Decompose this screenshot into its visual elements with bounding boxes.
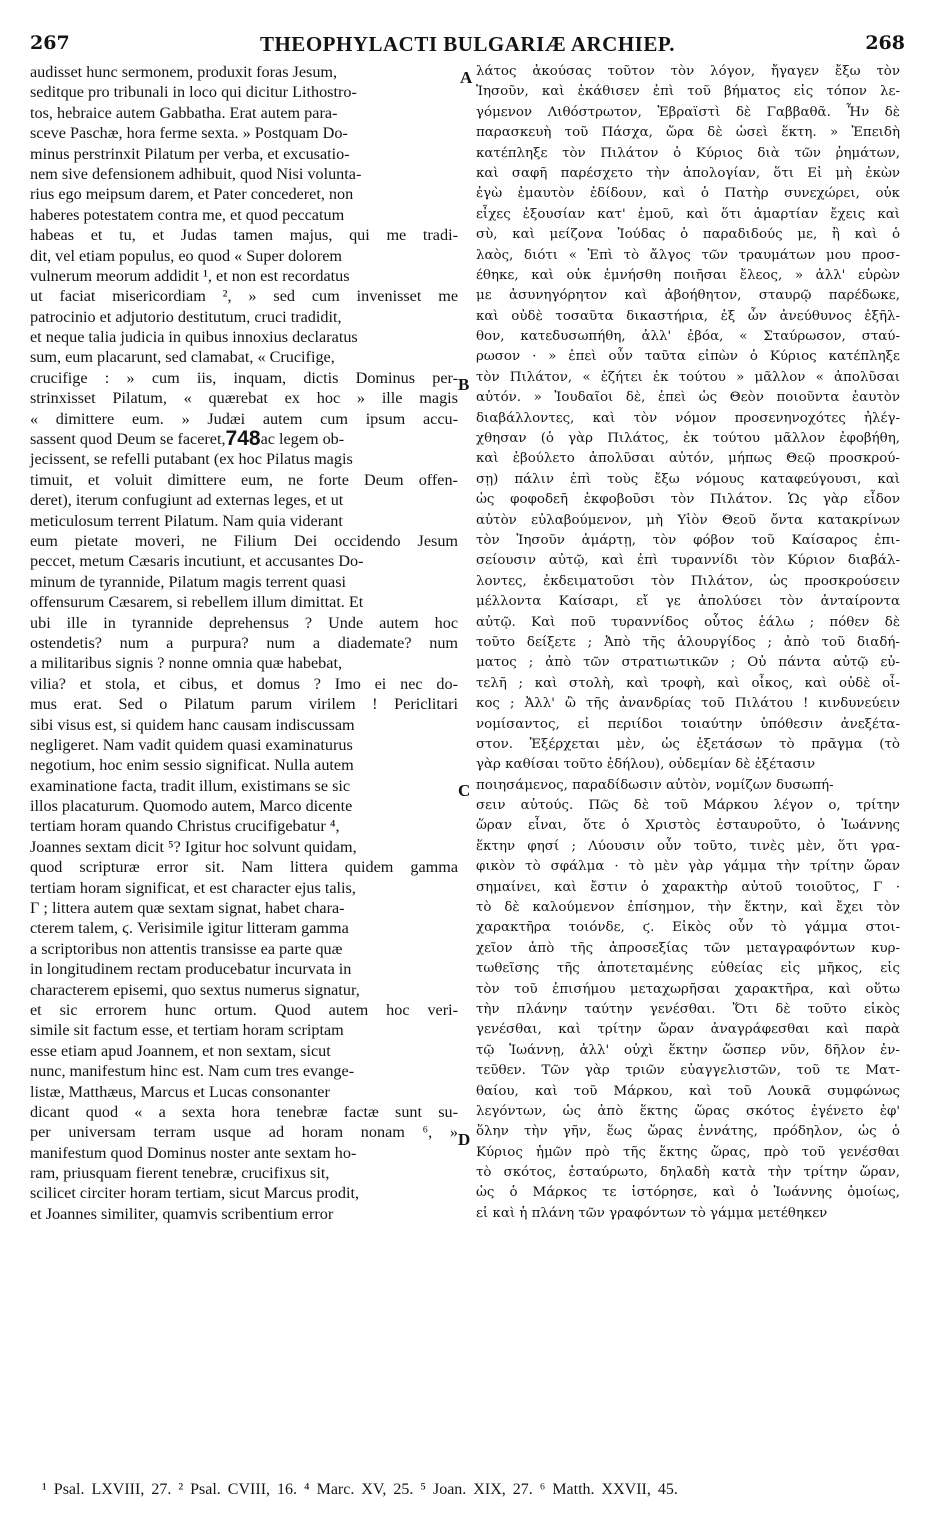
greek-line: [476, 1122, 900, 1142]
latin-line-text: simile sit factum esse, et tertiam horam scriptam: [30, 1021, 344, 1040]
greek-line: [476, 980, 900, 1000]
latin-line: [30, 939, 458, 959]
greek-line-text: τὸν Ἰησοῦν ἁμάρτῃ, τὸν φόβον τοῦ Καίσαρος ἐπι-: [476, 532, 901, 548]
greek-line-text: ὥραν εἶναι, ὅτε ὁ Χριστὸς ἐσταυροῦτο, ὁ Ἰωάννης: [476, 818, 901, 834]
footnotes: ¹ Psal. LXVIII, 27. ² Psal. CVIII, 16. ⁴ Marc. XV, 25. ⁵ Joan. XIX, 27. ⁶ Matth. XXVII, 45.: [42, 1481, 678, 1498]
latin-line-text: nem sive defensionem adhibuit, quod Nisi volunta-: [30, 164, 362, 183]
greek-line: [476, 205, 900, 225]
latin-line: [30, 653, 458, 673]
greek-line-text: τοῦτο δείξετε ; Ἀπὸ τῆς ἁλουργίδος ; ἀπὸ τοῦ διαδή-: [476, 634, 900, 650]
greek-line-text: λοντες, ἐκδειματοῦσι τὸν Πιλάτον, ὡς προσκρούσειν: [476, 573, 901, 589]
greek-line: [476, 1204, 900, 1224]
greek-line: [476, 184, 900, 204]
greek-line-text: ὡς ὁ Μάρκος τε ἱστόρησε, καὶ ὁ Ἰωάννης ὁμοίως,: [476, 1185, 900, 1201]
greek-line-text: ρωσον · » ἐπεὶ οὖν ταῦτα εἰπὼν ὁ Κύριος κατέπληξε: [476, 349, 900, 365]
greek-line-text: κατέπληξε τὸν Πιλάτον ὁ Κύριος διὰ τῶν ῥημάτων,: [476, 145, 901, 161]
greek-line-text: αὐτόν. » Ἰουδαῖοι δὲ, ἐπεὶ ὡς Θεὸν ποιοῦντα ἑαυτὸν: [476, 390, 900, 406]
latin-line: [30, 470, 458, 490]
latin-line-text: crucifige : » cum iis, inquam, dictis Dominus per-: [30, 368, 458, 387]
greek-line: [476, 144, 900, 164]
greek-line-text: γὰρ καθίσαι τοῦτο ἐδήλου), οὐδεμίαν δὲ ἐξέτασιν: [476, 757, 816, 773]
latin-line: [30, 123, 458, 143]
column-number: 748: [225, 427, 261, 451]
latin-line-text: scilicet circiter horam tertiam, sicut Marcus prodit,: [30, 1184, 360, 1203]
greek-line-text: σῃ) πάλιν ἐπὶ τοὺς ἔξω νόμους καταφεύγουσι, καὶ: [476, 471, 900, 487]
latin-line-text: characterem episemi, quo sextus numerus signatur,: [30, 980, 360, 999]
greek-line-text: καὶ ἐβούλετο ἀπολῦσαι αὐτόν, μήπως Θεῷ προσκρού-: [476, 451, 900, 467]
latin-line-text: ubi ille in tyrannide deprehensus ? Unde autem hoc: [30, 613, 459, 632]
latin-line: [30, 1020, 458, 1040]
latin-line: [30, 531, 458, 551]
latin-line-text: examinatione facta, tradit illum, existimans se sic: [30, 776, 351, 795]
latin-line-text: offensurum Cæsarem, si rebellem illum dimittat. Et: [30, 593, 364, 612]
greek-line-text: τῷ Ἰωάννῃ, ἀλλ' οὐχὶ ἕκτην ὥσπερ νῦν, δῆλον ἐν-: [476, 1042, 900, 1058]
latin-line: [30, 755, 458, 775]
greek-line: [476, 103, 900, 123]
latin-line: [30, 388, 458, 408]
latin-line-text: et neque talia judicia in quibus innoxius declaratus: [30, 328, 358, 347]
latin-line: [30, 82, 458, 102]
greek-line-text: τὴν πλάνην ταύτην γενέσθαι. Ὅτι δὲ τοῦτο εἰκὸς: [476, 1001, 900, 1017]
latin-line: [30, 1204, 458, 1224]
latin-line-text: audisset hunc sermonem, produxit foras Jesum,: [30, 63, 338, 81]
greek-line-text: τὸν Πιλάτον, « ἐζήτει ἐκ τούτου » μᾶλλον « ἀπολῦσαι: [476, 369, 901, 385]
latin-line-text: listæ, Matthæus, Marcus et Lucas consonanter: [30, 1082, 330, 1101]
latin-line-text: Γ ; littera autem quæ sextam signat, habet chara-: [30, 899, 345, 918]
latin-line: [30, 776, 458, 796]
latin-line-text: quod scripturæ error sit. Nam littera quidem gamma: [30, 858, 459, 877]
latin-line: [30, 674, 458, 694]
greek-line: [476, 225, 900, 245]
greek-line: [476, 1020, 900, 1040]
latin-line-text: ostendetis? num a purpura? num a diademate? num: [30, 633, 459, 652]
greek-line: [476, 429, 900, 449]
greek-line: [476, 490, 900, 510]
latin-line-text: esse etiam apud Joannem, et non sextam, sicut: [30, 1041, 331, 1060]
latin-line: [30, 307, 458, 327]
greek-line-text: ἐγὼ ἐμαυτὸν ἐδίδουν, καὶ ὁ Πατὴρ συνεχώρει, οὐκ: [476, 186, 901, 202]
latin-line-text: peccet, metum Cæsaris incutiunt, et accusantes Do-: [30, 552, 364, 571]
greek-line: [476, 82, 900, 102]
latin-line: [30, 1163, 458, 1183]
latin-line-text: jecissent, se refelli putabant (ex hoc Pilatus magis: [30, 450, 353, 469]
latin-line: [30, 1000, 458, 1020]
latin-line: [30, 592, 458, 612]
latin-line-text: mus erat. Sed o Pilatum parum virilem ! Periclitari: [30, 695, 458, 714]
greek-line: [476, 857, 900, 877]
greek-line: [476, 1102, 900, 1122]
latin-line: [30, 816, 458, 836]
latin-line: [30, 633, 458, 653]
latin-line-text: minum de tyrannide, Pilatum magis terrent quasi: [30, 572, 347, 591]
latin-line: [30, 327, 458, 347]
page-number-right: 268: [865, 32, 905, 54]
greek-line-text: ἕκτην φησί ; Λύουσιν οὖν τοῦτο, τινὲς μὲν, ὅτι γρα-: [476, 838, 900, 854]
column-number-continuation: ac legem ob-: [260, 430, 345, 449]
latin-line: [30, 429, 458, 449]
latin-line: [30, 1082, 458, 1102]
greek-line: [476, 959, 900, 979]
latin-line-text: dit, vel etiam populus, eo quod « Super dolorem: [30, 246, 343, 265]
latin-line: [30, 164, 458, 184]
section-marker-b: B: [458, 375, 470, 394]
latin-line-text: et sic errorem hunc ortum. Quod autem hoc veri-: [30, 1000, 459, 1019]
greek-line-text: χθησαν (ὁ γὰρ Πιλάτος, ἐκ τούτου μᾶλλον ἐφοβήθη,: [476, 431, 900, 447]
greek-line: [476, 62, 900, 82]
latin-line: [30, 511, 458, 531]
latin-line-text: meticulosum terrent Pilatum. Nam quia viderant: [30, 511, 343, 530]
greek-line-text: σημαίνει, καὶ ἔστιν ὁ χαρακτὴρ αὐτοῦ τοιοῦτος, Γ ·: [476, 879, 900, 895]
greek-line: [476, 1163, 900, 1183]
greek-line: [476, 531, 900, 551]
latin-line: [30, 347, 458, 367]
greek-line-text: ὅλην τὴν γῆν, ἕως ὥρας ἐννάτης, πρόδηλον, ὡς ὁ: [476, 1124, 900, 1140]
greek-line: [476, 633, 900, 653]
greek-line-text: ματος ; ἀπὸ τῶν στρατιωτικῶν ; Οὐ πάντα αὐτῷ εὐ-: [476, 655, 900, 671]
greek-line-text: γόμενον Λιθόστρωτον, Ἑβραϊστὶ δὲ Γαββαθᾶ. Ἦν δὲ: [476, 104, 900, 120]
greek-line-text: αὐτὸν εὐλαβούμενον, μὴ Υἱὸν Θεοῦ ὄντα κατακρίνων: [476, 512, 901, 528]
latin-line-text: rius ego meipsum darem, et Pater concederet, non: [30, 185, 354, 204]
greek-line: [476, 715, 900, 735]
latin-line: [30, 918, 458, 938]
latin-line: [30, 694, 458, 714]
greek-line: [476, 776, 900, 796]
greek-line: [476, 368, 900, 388]
latin-line-text: nunc, manifestum hinc est. Nam cum tres evange-: [30, 1062, 355, 1081]
latin-line-text: vilia? et stola, et cibus, et domus ? Imo ei nec do-: [30, 674, 458, 693]
greek-line-text: καὶ σαφῆ παρέσχετο τὴν ἀπολογίαν, ὅτι Εἰ μὴ ἑκὼν: [476, 165, 901, 181]
latin-line-text: manifestum quod Dominus noster ante sextam ho-: [30, 1143, 357, 1162]
latin-line: [30, 898, 458, 918]
latin-line-text: sassent quod Deum se faceret,748ac legem ob-: [30, 427, 345, 451]
latin-line: [30, 205, 458, 225]
greek-line-text: χαρακτῆρα τοιόνδε, ϛ. Εἰκὸς οὖν τὸ γάμμα στοι-: [476, 920, 901, 936]
latin-line-text: cterem talem, ϛ. Verisimile igitur litteram gamma: [30, 919, 349, 938]
greek-line: [476, 613, 900, 633]
greek-line: [476, 694, 900, 714]
greek-line-text: θον, κατεδυσωπήθη, ἀλλ' ἐβόα, « Σταύρωσον, σταύ-: [476, 329, 900, 345]
latin-line-text: sceve Paschæ, hora ferme sexta. » Postquam Do-: [30, 124, 348, 143]
section-marker-c: C: [458, 781, 471, 800]
latin-line: [30, 837, 458, 857]
latin-line-text: in longitudinem rectam producebatur incurvata in: [30, 960, 352, 979]
greek-line: [476, 735, 900, 755]
latin-line-text: sibi visus est, si quidem hanc causam indiscussam: [30, 715, 355, 734]
latin-line-text: negligeret. Nam vadit quidem quasi examinaturus: [30, 735, 353, 754]
greek-line-text: χεῖον ἀπὸ τῆς ἀπροσεξίας τῶν μεταγραφόντων κυρ-: [476, 940, 900, 956]
latin-line: [30, 266, 458, 286]
latin-line-text: seditque pro tribunali in loco qui dicitur Lithostro-: [30, 83, 357, 102]
greek-line: [476, 1183, 900, 1203]
greek-line: [476, 653, 900, 673]
latin-line-text: deret), iterum confugiunt ad externas leges, et ut: [30, 491, 344, 510]
greek-line: [476, 164, 900, 184]
greek-line: [476, 939, 900, 959]
greek-line-text: τὸν τοῦ ἐπισήμου μεταχωρῆσαι χαρακτῆρα, καὶ οὕτω: [476, 981, 901, 997]
page-header: [30, 32, 905, 62]
latin-line: [30, 572, 458, 592]
greek-line: [476, 1143, 900, 1163]
latin-line-text: negotium, hoc enim sessio significat. Nulla autem: [30, 756, 354, 775]
latin-line-text: Joannes sextam dicit ⁵? Igitur hoc solvunt quidam,: [30, 837, 357, 856]
greek-line: [476, 1000, 900, 1020]
latin-line: [30, 1143, 458, 1163]
running-title: THEOPHYLACTI BULGARIÆ ARCHIEP.: [259, 32, 676, 56]
greek-line: [476, 1061, 900, 1081]
latin-line: [30, 959, 458, 979]
latin-line-text: per universam terram usque ad horam nonam ⁶, »: [30, 1123, 458, 1142]
latin-line-text: ut faciat misericordiam ², » sed cum invenisset me: [30, 287, 459, 306]
greek-line: [476, 409, 900, 429]
latin-line-text: strinxisset Pilatum, « quærebat ex hoc » ille magis: [30, 389, 458, 408]
latin-line-text: tertiam horam quando Christus crucifigebatur ⁴,: [30, 817, 340, 836]
latin-line-text: a militaribus signis ? nonne omnia quæ habebat,: [30, 654, 343, 673]
greek-line-text: ποιησάμενος, παραδίδωσιν αὐτὸν, νομίζων δυσωπή-: [476, 777, 834, 793]
latin-line-text: minus perstrinxit Pilatum per verba, et excusatio-: [30, 144, 350, 163]
greek-line-text: νομίσαντος, εἰ περιίδοι τοιαύτην ὑπόθεσιν ἀνεξέτα-: [476, 716, 900, 732]
greek-line: [476, 572, 900, 592]
greek-line: [476, 449, 900, 469]
latin-line-text: sum, eum placarunt, sed clamabat, « Crucifige,: [30, 348, 335, 367]
latin-line: [30, 878, 458, 898]
greek-line: [476, 898, 900, 918]
greek-line-text: σείουσιν αὐτῷ, καὶ ἐπὶ τυραννίδι τὸν Κύριον διαβάλ-: [476, 553, 900, 569]
greek-line-text: διαβάλλοντες, καὶ τὸν νόμον προσενηνοχότες ἠλέγ-: [476, 410, 901, 426]
greek-line: [476, 123, 900, 143]
greek-line-text: τελῆ ; καὶ στολὴ, καὶ τροφὴ, καὶ οἶκος, καὶ οὐδὲ οἶ-: [476, 675, 900, 691]
latin-line-text: illos placaturum. Quomodo autem, Marco dicente: [30, 797, 353, 816]
greek-line: [476, 347, 900, 367]
latin-line: [30, 246, 458, 266]
greek-line-text: εἶχες ἐξουσίαν κατ' ἐμοῦ, καὶ ὅτι ἁμαρτίαν ἔχεις καὶ: [476, 206, 900, 222]
latin-line: [30, 735, 458, 755]
latin-line-text: tos, hebraice autem Gabbatha. Erat autem para-: [30, 103, 338, 122]
greek-line: [476, 388, 900, 408]
greek-line: [476, 796, 900, 816]
greek-line-text: εἰ καὶ ἡ πλάνη τῶν γραφόντων τὸ γάμμα μετέθηκεν: [476, 1205, 828, 1221]
greek-line-text: καὶ οὐδὲ τοσαῦτα δικαστήρια, ἐξ ὧν ἀνεύθυνος ἐξῆλ-: [476, 308, 900, 324]
latin-line: [30, 1041, 458, 1061]
greek-line-text: λεγόντων, ὡς ἀπὸ ἕκτης ὥρας σκότος ἐγένετο ἐφ': [476, 1103, 901, 1119]
greek-line-text: λαὸς, διότι « Ἐπὶ τὸ ἄλγος τῶν τραυμάτων μου προσ-: [476, 247, 900, 263]
latin-line: [30, 551, 458, 571]
latin-line-text: vulnerum meorum addidit ¹, et non est recordatus: [30, 266, 350, 285]
latin-line: [30, 62, 458, 82]
greek-line-text: φικὸν τὸ σφάλμα · τὸ μὲν γὰρ γάμμα τὴν τρίτην ὥραν: [476, 859, 901, 875]
latin-line: [30, 490, 458, 510]
greek-line: [476, 327, 900, 347]
greek-line: [476, 551, 900, 571]
greek-line-text: Κύριος ἡμῶν πρὸ τῆς ἕκτης ὥρας, πρὸ τοῦ γενέσθαι: [476, 1144, 901, 1160]
section-marker-d: D: [458, 1130, 471, 1149]
page-number-left: 267: [30, 32, 70, 54]
greek-line: [476, 674, 900, 694]
greek-line: [476, 918, 900, 938]
greek-line-text: παρασκευὴ τοῦ Πάσχα, ὥρα δὲ ὡσεὶ ἕκτη. » Ἐπειδὴ: [476, 125, 900, 141]
greek-line: [476, 511, 900, 531]
greek-line-text: ὡς φοφοδεῆ ἐκφοβοῦσι τὸν Πιλάτον. Ὡς γὰρ εἶδον: [476, 492, 900, 508]
greek-line-text: τωθεῖσης τῆς ἀποτεταμένης εὐθείας εἰς μῆκος, εἰς: [476, 961, 900, 977]
latin-line-text: ram, priusquam fierent tenebræ, crucifixus sit,: [30, 1164, 330, 1183]
latin-line: [30, 184, 458, 204]
greek-line-text: κος ; Ἀλλ' ὢ τῆς ἀνανδρίας τοῦ Πιλάτου ! κινδυνεύειν: [476, 696, 900, 712]
greek-line-text: με ἀσυνηγόρητον καὶ ἀβοήθητον, σταυρῷ παρέδωκε,: [476, 288, 900, 304]
latin-line: [30, 225, 458, 245]
greek-line: [476, 307, 900, 327]
latin-line-text: dicant quod « a sexta hora tenebræ factæ sunt su-: [30, 1102, 458, 1121]
latin-line: [30, 449, 458, 469]
latin-line: [30, 1122, 458, 1142]
greek-line-text: τὸ σκότος, ἐσταύρωτο, δηλαδὴ κατὰ τὴν τρίτην ὥραν,: [476, 1165, 900, 1181]
latin-line-text: et Joannes similiter, quamvis scribentium error: [30, 1204, 334, 1223]
greek-line-text: σειν αὐτούς. Πῶς δὲ τοῦ Μάρκου λέγον ο, τρίτην: [476, 798, 900, 814]
latin-line-text: « dimittere eum. » Judæi autem cum ipsum accu-: [30, 409, 459, 428]
greek-line: [476, 266, 900, 286]
latin-line-text: timuit, et voluit dimittere eum, ne forte Deum offen-: [30, 470, 458, 489]
latin-line: [30, 1183, 458, 1203]
latin-line-text: patrocinio et adjutorio destitutum, cruci tradidit,: [30, 307, 342, 326]
greek-line-text: Ἰησοῦν, καὶ ἐκάθισεν ἐπὶ τοῦ βήματος εἰς τόπον λε-: [476, 84, 900, 100]
latin-line-text: a scriptoribus non attentis transisse ea parte quæ: [30, 939, 343, 958]
greek-line-text: αὐτῷ. Καὶ ποῦ τυραννίδος οὗτος ἑάλω ; πόθεν δὲ: [476, 614, 901, 630]
latin-line: [30, 857, 458, 877]
greek-line: [476, 1082, 900, 1102]
greek-line-text: λάτος ἀκούσας τοῦτον τὸν λόγον, ἤγαγεν ἔξω τὸν: [476, 64, 901, 79]
greek-line: [476, 1041, 900, 1061]
section-marker-a: A: [460, 68, 473, 87]
greek-column: [476, 62, 900, 1224]
greek-line-text: θαίου, καὶ τοῦ Μάρκου, καὶ τοῦ Λουκᾶ συμφώνως: [476, 1083, 901, 1099]
latin-line-text: eum pietate moveri, ne Filium Dei occidendo Jesum: [30, 531, 459, 550]
latin-line-text: tertiam horam significat, et est character ejus talis,: [30, 878, 356, 897]
greek-line-text: τὸ δὲ καλούμενον ἐπίσημον, τὴν ἕκτην, καὶ ἔχει τὸν: [476, 900, 901, 916]
greek-line: [476, 470, 900, 490]
latin-line: [30, 613, 458, 633]
greek-line: [476, 837, 900, 857]
latin-line: [30, 409, 458, 429]
greek-line: [476, 286, 900, 306]
greek-line: [476, 592, 900, 612]
greek-line: [476, 246, 900, 266]
greek-line-text: έθηκε, καὶ οὐκ ἐμνήσθη ποιῆσαι ἔλεος, » ἀλλ' εὑρὼν: [476, 267, 901, 283]
greek-line-text: σὺ, καὶ μείζονα Ἰούδας ὁ παραδιδούς με, ἢ καὶ ὁ: [476, 227, 901, 243]
latin-column: [30, 62, 458, 1224]
latin-line: [30, 796, 458, 816]
latin-line: [30, 715, 458, 735]
greek-line: [476, 878, 900, 898]
greek-line: [476, 755, 900, 775]
greek-line-text: γενέσθαι, καὶ τρίτην ὥραν ἀναγράφεσθαι καὶ παρὰ: [476, 1022, 900, 1038]
greek-line: [476, 816, 900, 836]
latin-line-text: haberes potestatem contra me, et quod peccatum: [30, 205, 345, 224]
latin-line: [30, 103, 458, 123]
greek-line-text: στον. Ἐξέρχεται μὲν, ὡς ἐξετάσων τὸ πρᾶγμα (τὸ: [476, 736, 900, 752]
latin-line: [30, 286, 458, 306]
latin-line: [30, 144, 458, 164]
greek-line-text: μέλλοντα Καίσαρι, εἴ γε ἀπολύσει τὸν ἀνταίροντα: [476, 594, 900, 610]
latin-line: [30, 1102, 458, 1122]
greek-line-text: τεῦθεν. Τῶν γὰρ τριῶν εὐαγγελιστῶν, τοῦ τε Ματ-: [476, 1063, 901, 1079]
latin-line: [30, 368, 458, 388]
latin-line-text: habeas et tu, et Judas tamen majus, qui me tradi-: [30, 226, 458, 245]
latin-line: [30, 1061, 458, 1081]
latin-line: [30, 980, 458, 1000]
